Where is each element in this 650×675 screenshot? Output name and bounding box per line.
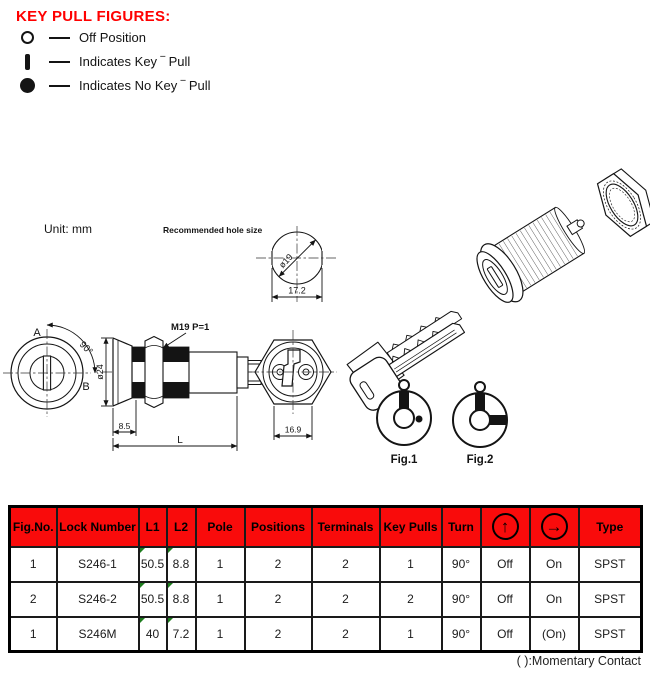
col-header-turn: Turn — [442, 507, 481, 547]
cell-terminals: 2 — [312, 547, 380, 582]
cell-lock-number: S246M — [57, 617, 139, 652]
cell-l2: 8.8 — [167, 582, 196, 617]
side-view-drawing — [95, 322, 268, 451]
col-header-pole: Pole — [196, 507, 245, 547]
cell-pole: 1 — [196, 582, 245, 617]
hole-diameter-label: ø19 — [276, 251, 295, 271]
cell-l1: 50.5 — [139, 582, 167, 617]
cell-pole: 1 — [196, 547, 245, 582]
legend-label: Off Position — [79, 30, 146, 45]
position-b-label: B — [82, 381, 90, 393]
cell-lock-number: S246-2 — [57, 582, 139, 617]
spec-row — [10, 582, 642, 617]
cell-positions: 2 — [245, 547, 312, 582]
cell-fig-no: 1 — [10, 547, 57, 582]
legend-label: Indicates Key ‾ Pull — [79, 54, 191, 69]
legend-label: Indicates No Key ‾ Pull — [79, 78, 211, 93]
cell-turn: 90° — [442, 547, 481, 582]
unit-label: Unit: mm — [44, 222, 92, 236]
cell-right-state: (On) — [530, 617, 579, 652]
right-arrow-icon: → — [541, 513, 568, 540]
nut-width-label: 16.9 — [284, 424, 302, 435]
col-header-key-pulls: Key Pulls — [380, 507, 442, 547]
front-view-drawing — [3, 325, 95, 417]
col-header-positions: Positions — [245, 507, 312, 547]
cell-type: SPST — [579, 617, 642, 652]
cell-fig-no: 1 — [10, 617, 57, 652]
cell-key-pulls: 2 — [380, 582, 442, 617]
rotation-angle-label: 90° — [76, 339, 95, 358]
bezel-diameter-label: ø24 — [95, 364, 105, 380]
hole-width-label: 17.2 — [288, 285, 306, 296]
cell-up-state: Off — [481, 617, 530, 652]
cell-key-pulls: 1 — [380, 617, 442, 652]
cell-positions: 2 — [245, 582, 312, 617]
momentary-contact-note: ( ):Momentary Contact — [516, 654, 641, 668]
cell-key-pulls: 1 — [380, 547, 442, 582]
position-a-label: A — [33, 327, 41, 339]
rear-view-drawing — [249, 330, 337, 440]
hole-size-diagram — [256, 226, 338, 302]
col-header-l1: L1 — [139, 507, 167, 547]
fig2-label: Fig.2 — [466, 454, 494, 466]
cell-lock-number: S246-1 — [57, 547, 139, 582]
spec-row — [10, 617, 642, 652]
cell-right-state: On — [530, 547, 579, 582]
col-header-lock-number: Lock Number — [57, 507, 139, 547]
cell-l1: 40 — [139, 617, 167, 652]
cell-terminals: 2 — [312, 582, 380, 617]
cell-up-state: Off — [481, 582, 530, 617]
col-header-fig-no: Fig.No. — [10, 507, 57, 547]
bezel-depth-label: 8.5 — [118, 421, 131, 431]
cell-type: SPST — [579, 547, 642, 582]
hex-nut-drawing — [589, 164, 650, 241]
header-row — [10, 507, 642, 547]
cell-l2: 8.8 — [167, 547, 196, 582]
legend-title: KEY PULL FIGURES: — [16, 8, 171, 25]
thread-spec-label: M19 P=1 — [171, 322, 210, 333]
col-header-terminals: Terminals — [312, 507, 380, 547]
col-header-key-up — [481, 507, 530, 547]
col-header-type: Type — [579, 507, 642, 547]
cell-l2: 7.2 — [167, 617, 196, 652]
spec-table — [8, 505, 643, 653]
cell-turn: 90° — [442, 617, 481, 652]
cell-l1: 50.5 — [139, 547, 167, 582]
cell-right-state: On — [530, 582, 579, 617]
overall-length-label: L — [177, 435, 183, 446]
col-header-key-right — [530, 507, 579, 547]
cell-up-state: Off — [481, 547, 530, 582]
spec-row — [10, 547, 642, 582]
cell-turn: 90° — [442, 582, 481, 617]
lock-body-drawing — [468, 164, 650, 311]
cell-terminals: 2 — [312, 617, 380, 652]
fig2-diagram — [453, 382, 507, 466]
cell-fig-no: 2 — [10, 582, 57, 617]
col-header-l2: L2 — [167, 507, 196, 547]
cell-positions: 2 — [245, 617, 312, 652]
up-arrow-icon: ↑ — [492, 513, 519, 540]
cell-type: SPST — [579, 582, 642, 617]
fig1-label: Fig.1 — [390, 454, 418, 466]
hole-caption: Recommended hole size — [163, 225, 263, 235]
cell-pole: 1 — [196, 617, 245, 652]
